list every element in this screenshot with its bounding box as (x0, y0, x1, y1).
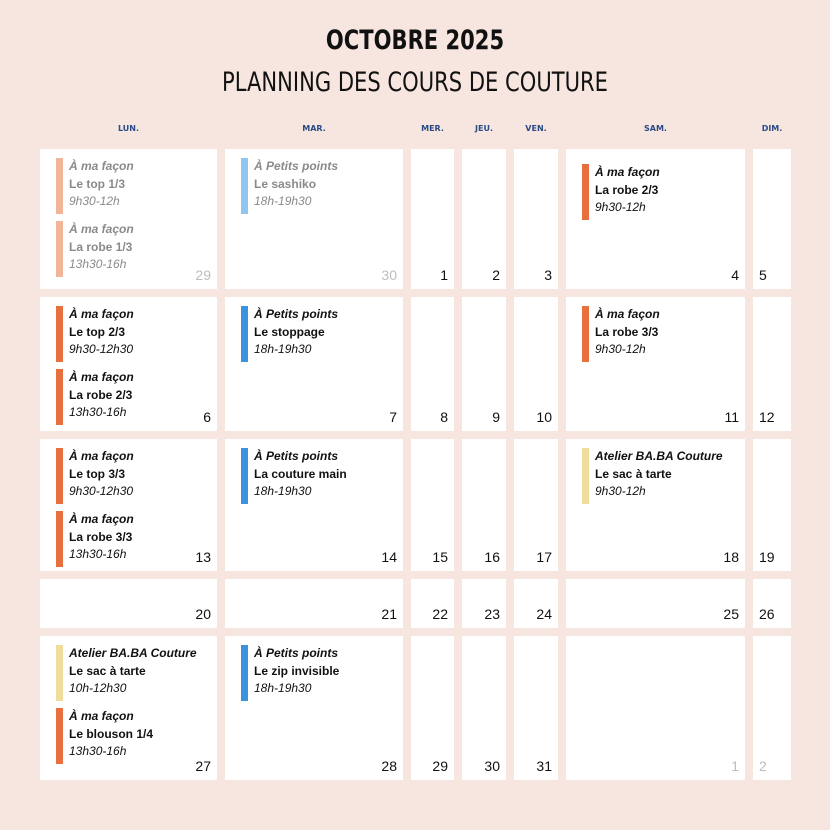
day-number: 20 (195, 606, 211, 622)
day-number: 16 (484, 549, 500, 565)
event-course: Le stoppage (254, 324, 325, 339)
day-number: 8 (440, 409, 448, 425)
day-number: 17 (536, 549, 552, 565)
day-number: 31 (536, 758, 552, 774)
event-color-bar (56, 369, 63, 425)
day-cell[interactable] (225, 297, 403, 431)
event-course: La robe 1/3 (69, 239, 133, 254)
day-cell[interactable] (514, 636, 558, 780)
day-cell[interactable] (40, 149, 217, 289)
event-time: 18h-19h30 (254, 194, 312, 208)
course-event[interactable] (582, 448, 723, 501)
event-color-bar (582, 306, 589, 362)
event-time: 18h-19h30 (254, 681, 312, 695)
event-organizer: À ma façon (69, 370, 134, 384)
day-number: 15 (432, 549, 448, 565)
day-cell[interactable] (40, 297, 217, 431)
event-color-bar (241, 645, 248, 701)
event-color-bar (56, 448, 63, 504)
day-cell[interactable] (411, 579, 454, 628)
event-color-bar (56, 158, 63, 214)
day-cell[interactable] (40, 636, 217, 780)
event-course: Le zip invisible (254, 663, 340, 678)
day-cell[interactable] (753, 579, 791, 628)
course-event[interactable] (56, 306, 134, 359)
day-number: 2 (492, 267, 500, 283)
event-organizer: À ma façon (69, 159, 134, 173)
day-number: 3 (544, 267, 552, 283)
event-course: Le sac à tarte (69, 663, 146, 678)
event-organizer: À ma façon (595, 307, 660, 321)
day-cell[interactable] (462, 297, 506, 431)
day-number: 26 (759, 606, 775, 622)
weekday-header-sat: SAM. (644, 124, 667, 133)
day-number: 18 (723, 549, 739, 565)
course-event[interactable] (56, 511, 134, 564)
event-organizer: À ma façon (69, 512, 134, 526)
day-cell[interactable] (566, 297, 745, 431)
day-cell[interactable] (411, 297, 454, 431)
event-organizer: À ma façon (69, 449, 134, 463)
course-event[interactable] (241, 306, 338, 359)
day-number: 2 (759, 758, 767, 774)
event-time: 13h30-16h (69, 744, 127, 758)
day-cell[interactable] (753, 149, 791, 289)
day-number: 27 (195, 758, 211, 774)
event-color-bar (56, 221, 63, 277)
event-course: Le top 2/3 (69, 324, 126, 339)
weekday-header-fri: VEN. (525, 124, 547, 133)
day-number: 10 (536, 409, 552, 425)
event-course: Le sashiko (254, 176, 317, 191)
event-color-bar (241, 306, 248, 362)
day-cell[interactable] (566, 149, 745, 289)
course-event[interactable] (582, 306, 660, 359)
event-organizer: À Petits points (254, 646, 339, 660)
day-cell[interactable] (514, 149, 558, 289)
day-cell[interactable] (462, 636, 506, 780)
course-event[interactable] (56, 708, 153, 761)
event-course: La robe 2/3 (69, 387, 133, 402)
course-event[interactable] (56, 369, 134, 422)
event-time: 18h-19h30 (254, 342, 312, 356)
day-number: 6 (203, 409, 211, 425)
event-organizer: À ma façon (69, 709, 134, 723)
event-course: Le top 3/3 (69, 466, 126, 481)
event-time: 9h30-12h (595, 484, 646, 498)
course-event[interactable] (56, 645, 197, 698)
day-cell[interactable] (411, 149, 454, 289)
event-color-bar (56, 511, 63, 567)
day-cell[interactable] (514, 297, 558, 431)
day-cell[interactable] (566, 439, 745, 571)
event-color-bar (241, 158, 248, 214)
day-cell[interactable] (225, 149, 403, 289)
day-number: 30 (381, 267, 397, 283)
day-number: 14 (381, 549, 397, 565)
day-cell[interactable] (411, 439, 454, 571)
day-cell[interactable] (566, 579, 745, 628)
day-number: 4 (731, 267, 739, 283)
event-course: Le top 1/3 (69, 176, 126, 191)
day-cell[interactable] (753, 439, 791, 571)
event-color-bar (582, 164, 589, 220)
weekday-header-tue: MAR. (302, 124, 326, 133)
day-number: 19 (759, 549, 775, 565)
day-number: 1 (731, 758, 739, 774)
event-course: Le sac à tarte (595, 466, 672, 481)
event-time: 9h30-12h (595, 342, 646, 356)
course-event[interactable] (241, 448, 347, 501)
weekday-header-wed: MER. (421, 124, 444, 133)
day-cell[interactable] (40, 439, 217, 571)
event-organizer: À Petits points (254, 449, 339, 463)
event-organizer: À Petits points (254, 307, 339, 321)
day-cell[interactable] (40, 579, 217, 628)
day-number: 7 (389, 409, 397, 425)
day-cell[interactable] (411, 636, 454, 780)
day-cell[interactable] (753, 636, 791, 780)
course-event[interactable] (241, 158, 338, 211)
event-color-bar (241, 448, 248, 504)
event-time: 9h30-12h (69, 194, 120, 208)
weekday-header-thu: JEU. (475, 124, 493, 133)
day-number: 21 (381, 606, 397, 622)
weekday-header-sun: DIM. (761, 124, 783, 133)
day-cell[interactable] (225, 439, 403, 571)
course-event[interactable] (56, 448, 134, 501)
event-time: 9h30-12h (595, 200, 646, 214)
day-number: 12 (759, 409, 775, 425)
day-number: 28 (381, 758, 397, 774)
day-number: 13 (195, 549, 211, 565)
day-number: 29 (195, 267, 211, 283)
course-event[interactable] (56, 221, 134, 274)
event-course: La robe 2/3 (595, 182, 659, 197)
day-number: 22 (432, 606, 448, 622)
event-time: 10h-12h30 (69, 681, 127, 695)
event-course: Le blouson 1/4 (69, 726, 154, 741)
day-number: 9 (492, 409, 500, 425)
page-title: OCTOBRE 2025 (325, 25, 505, 56)
event-time: 13h30-16h (69, 547, 127, 561)
event-color-bar (56, 645, 63, 701)
event-color-bar (56, 306, 63, 362)
event-course: La couture main (254, 466, 347, 481)
event-time: 9h30-12h30 (69, 484, 134, 498)
day-cell[interactable] (225, 579, 403, 628)
event-color-bar (582, 448, 589, 504)
course-event[interactable] (241, 645, 339, 698)
day-cell[interactable] (462, 149, 506, 289)
page-subtitle: PLANNING DES COURS DE COUTURE (222, 67, 608, 98)
day-cell[interactable] (225, 636, 403, 780)
day-number: 5 (759, 267, 767, 283)
day-cell[interactable] (462, 579, 506, 628)
event-color-bar (56, 708, 63, 764)
event-course: La robe 3/3 (69, 529, 133, 544)
event-time: 9h30-12h30 (69, 342, 134, 356)
course-event[interactable] (56, 158, 134, 211)
event-time: 13h30-16h (69, 257, 127, 271)
day-number: 29 (432, 758, 448, 774)
day-cell[interactable] (514, 439, 558, 571)
day-number: 24 (536, 606, 552, 622)
day-cell[interactable] (753, 297, 791, 431)
event-course: La robe 3/3 (595, 324, 659, 339)
day-cell[interactable] (566, 636, 745, 780)
day-number: 25 (723, 606, 739, 622)
course-event[interactable] (582, 164, 660, 217)
day-number: 1 (440, 267, 448, 283)
event-time: 13h30-16h (69, 405, 127, 419)
day-number: 11 (724, 409, 739, 425)
day-cell[interactable] (514, 579, 558, 628)
event-organizer: À ma façon (69, 307, 134, 321)
event-organizer: Atelier BA.BA Couture (595, 449, 723, 463)
event-organizer: À ma façon (595, 165, 660, 179)
event-organizer: Atelier BA.BA Couture (69, 646, 197, 660)
event-time: 18h-19h30 (254, 484, 312, 498)
event-organizer: À ma façon (69, 222, 134, 236)
day-number: 30 (484, 758, 500, 774)
day-number: 23 (484, 606, 500, 622)
weekday-header-mon: LUN. (117, 124, 140, 133)
event-organizer: À Petits points (254, 159, 339, 173)
day-cell[interactable] (462, 439, 506, 571)
